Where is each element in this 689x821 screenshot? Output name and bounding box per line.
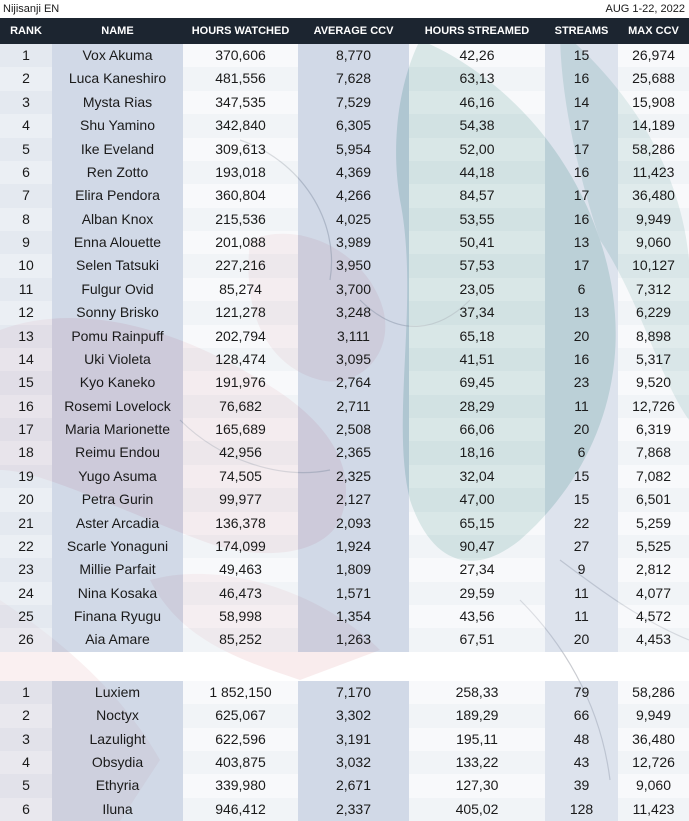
cell-name: Luxiem [52,681,183,704]
cell-hours-streamed: 18,16 [409,441,545,464]
cell-max-ccv: 7,868 [618,441,689,464]
cell-hours-streamed: 52,00 [409,138,545,161]
cell-hours-watched: 481,556 [183,67,298,90]
cell-max-ccv: 9,060 [618,774,689,797]
talent-row [0,465,689,488]
cell-average-ccv: 2,365 [298,441,409,464]
cell-streams: 11 [545,395,618,418]
cell-average-ccv: 3,095 [298,348,409,371]
talent-row [0,254,689,277]
cell-hours-streamed: 27,34 [409,558,545,581]
title-bar [0,0,689,18]
talents-table [0,44,689,652]
cell-hours-streamed: 84,57 [409,184,545,207]
header-rank: RANK [10,25,42,37]
cell-rank: 7 [0,184,52,207]
cell-name: Petra Gurin [52,488,183,511]
cell-max-ccv: 58,286 [618,138,689,161]
cell-average-ccv: 4,369 [298,161,409,184]
cell-average-ccv: 2,093 [298,512,409,535]
cell-rank: 2 [0,704,52,727]
cell-hours-streamed: 50,41 [409,231,545,254]
cell-average-ccv: 1,809 [298,558,409,581]
cell-streams: 9 [545,558,618,581]
groups-table [0,681,689,821]
cell-rank: 17 [0,418,52,441]
talent-row [0,161,689,184]
cell-rank: 18 [0,441,52,464]
cell-hours-streamed: 127,30 [409,774,545,797]
talent-row [0,301,689,324]
talent-row [0,418,689,441]
cell-hours-streamed: 133,22 [409,751,545,774]
talent-row [0,208,689,231]
cell-average-ccv: 3,989 [298,231,409,254]
talent-row [0,582,689,605]
cell-hours-watched: 360,804 [183,184,298,207]
group-row [0,751,689,774]
talent-row [0,371,689,394]
cell-streams: 27 [545,535,618,558]
cell-max-ccv: 4,077 [618,582,689,605]
header-hours-streamed: HOURS STREAMED [424,25,530,37]
cell-hours-streamed: 53,55 [409,208,545,231]
page-title: Nijisanji EN [3,3,60,15]
cell-rank: 3 [0,91,52,114]
cell-name: Enna Alouette [52,231,183,254]
cell-hours-streamed: 66,06 [409,418,545,441]
talent-row [0,441,689,464]
talent-row [0,67,689,90]
cell-streams: 20 [545,418,618,441]
cell-hours-watched: 309,613 [183,138,298,161]
cell-rank: 21 [0,512,52,535]
cell-rank: 20 [0,488,52,511]
cell-streams: 15 [545,465,618,488]
cell-hours-streamed: 32,04 [409,465,545,488]
cell-streams: 79 [545,681,618,704]
cell-hours-streamed: 28,29 [409,395,545,418]
cell-name: Yugo Asuma [52,465,183,488]
cell-max-ccv: 4,572 [618,605,689,628]
cell-max-ccv: 5,259 [618,512,689,535]
cell-rank: 1 [0,44,52,67]
cell-rank: 11 [0,278,52,301]
cell-streams: 11 [545,582,618,605]
cell-average-ccv: 3,248 [298,301,409,324]
cell-name: Obsydia [52,751,183,774]
cell-rank: 6 [0,161,52,184]
cell-hours-watched: 136,378 [183,512,298,535]
cell-hours-watched: 215,536 [183,208,298,231]
cell-hours-watched: 42,956 [183,441,298,464]
cell-max-ccv: 9,520 [618,371,689,394]
cell-average-ccv: 3,950 [298,254,409,277]
date-range: AUG 1-22, 2022 [605,3,685,15]
cell-hours-streamed: 405,02 [409,798,545,821]
cell-name: Reimu Endou [52,441,183,464]
header-streams: STREAMS [554,25,609,37]
cell-average-ccv: 2,711 [298,395,409,418]
cell-name: Lazulight [52,728,183,751]
cell-max-ccv: 5,317 [618,348,689,371]
cell-hours-streamed: 195,11 [409,728,545,751]
cell-hours-watched: 622,596 [183,728,298,751]
cell-rank: 22 [0,535,52,558]
cell-max-ccv: 6,229 [618,301,689,324]
cell-average-ccv: 6,305 [298,114,409,137]
cell-rank: 25 [0,605,52,628]
cell-streams: 128 [545,798,618,821]
cell-name: Iluna [52,798,183,821]
cell-name: Selen Tatsuki [52,254,183,277]
cell-average-ccv: 7,628 [298,67,409,90]
cell-name: Finana Ryugu [52,605,183,628]
cell-name: Aster Arcadia [52,512,183,535]
cell-streams: 13 [545,301,618,324]
cell-average-ccv: 3,032 [298,751,409,774]
cell-rank: 12 [0,301,52,324]
cell-max-ccv: 26,974 [618,44,689,67]
cell-hours-streamed: 41,51 [409,348,545,371]
cell-hours-streamed: 42,26 [409,44,545,67]
cell-name: Noctyx [52,704,183,727]
cell-max-ccv: 36,480 [618,728,689,751]
cell-streams: 17 [545,184,618,207]
cell-average-ccv: 1,571 [298,582,409,605]
talent-row [0,512,689,535]
cell-max-ccv: 6,501 [618,488,689,511]
cell-name: Mysta Rias [52,91,183,114]
cell-name: Maria Marionette [52,418,183,441]
header-max-ccv: MAX CCV [628,25,679,37]
cell-streams: 66 [545,704,618,727]
cell-rank: 19 [0,465,52,488]
talent-row [0,278,689,301]
cell-max-ccv: 14,189 [618,114,689,137]
cell-name: Ethyria [52,774,183,797]
cell-name: Rosemi Lovelock [52,395,183,418]
cell-rank: 8 [0,208,52,231]
cell-hours-streamed: 46,16 [409,91,545,114]
cell-streams: 16 [545,208,618,231]
cell-rank: 2 [0,67,52,90]
cell-hours-streamed: 47,00 [409,488,545,511]
cell-average-ccv: 1,354 [298,605,409,628]
cell-name: Alban Knox [52,208,183,231]
cell-hours-watched: 49,463 [183,558,298,581]
cell-max-ccv: 36,480 [618,184,689,207]
cell-hours-watched: 370,606 [183,44,298,67]
cell-hours-streamed: 65,18 [409,325,545,348]
cell-hours-watched: 403,875 [183,751,298,774]
cell-rank: 15 [0,371,52,394]
talent-row [0,348,689,371]
cell-average-ccv: 1,924 [298,535,409,558]
cell-average-ccv: 2,337 [298,798,409,821]
cell-streams: 48 [545,728,618,751]
cell-streams: 20 [545,628,618,651]
cell-name: Nina Kosaka [52,582,183,605]
cell-name: Aia Amare [52,628,183,651]
cell-max-ccv: 11,423 [618,161,689,184]
cell-hours-streamed: 43,56 [409,605,545,628]
cell-hours-watched: 339,980 [183,774,298,797]
talent-row [0,558,689,581]
cell-max-ccv: 58,286 [618,681,689,704]
cell-streams: 13 [545,231,618,254]
cell-hours-streamed: 29,59 [409,582,545,605]
cell-hours-streamed: 258,33 [409,681,545,704]
talent-row [0,231,689,254]
cell-name: Kyo Kaneko [52,371,183,394]
cell-rank: 4 [0,114,52,137]
cell-streams: 6 [545,441,618,464]
talent-row [0,44,689,67]
cell-average-ccv: 8,770 [298,44,409,67]
cell-name: Vox Akuma [52,44,183,67]
cell-streams: 6 [545,278,618,301]
cell-max-ccv: 9,949 [618,704,689,727]
cell-rank: 9 [0,231,52,254]
cell-streams: 15 [545,488,618,511]
cell-average-ccv: 7,170 [298,681,409,704]
talent-row [0,488,689,511]
cell-hours-watched: 193,018 [183,161,298,184]
cell-average-ccv: 2,127 [298,488,409,511]
cell-max-ccv: 4,453 [618,628,689,651]
cell-hours-watched: 46,473 [183,582,298,605]
cell-hours-streamed: 23,05 [409,278,545,301]
cell-hours-streamed: 44,18 [409,161,545,184]
cell-rank: 23 [0,558,52,581]
group-row [0,798,689,821]
talent-row [0,628,689,651]
cell-average-ccv: 2,325 [298,465,409,488]
cell-hours-watched: 227,216 [183,254,298,277]
cell-max-ccv: 9,949 [618,208,689,231]
header-name: NAME [101,25,134,37]
cell-max-ccv: 25,688 [618,67,689,90]
cell-average-ccv: 2,508 [298,418,409,441]
cell-average-ccv: 4,025 [298,208,409,231]
cell-hours-streamed: 69,45 [409,371,545,394]
cell-rank: 4 [0,751,52,774]
cell-hours-streamed: 54,38 [409,114,545,137]
cell-streams: 39 [545,774,618,797]
talent-row [0,535,689,558]
cell-hours-watched: 128,474 [183,348,298,371]
cell-average-ccv: 3,191 [298,728,409,751]
cell-streams: 17 [545,254,618,277]
cell-streams: 11 [545,605,618,628]
cell-max-ccv: 7,312 [618,278,689,301]
cell-hours-watched: 201,088 [183,231,298,254]
cell-streams: 16 [545,67,618,90]
cell-name: Fulgur Ovid [52,278,183,301]
cell-hours-watched: 58,998 [183,605,298,628]
cell-average-ccv: 3,111 [298,325,409,348]
cell-rank: 16 [0,395,52,418]
cell-average-ccv: 2,764 [298,371,409,394]
cell-average-ccv: 2,671 [298,774,409,797]
group-row [0,704,689,727]
cell-hours-watched: 85,252 [183,628,298,651]
group-row [0,681,689,704]
cell-streams: 16 [545,348,618,371]
cell-rank: 14 [0,348,52,371]
cell-hours-watched: 174,099 [183,535,298,558]
cell-hours-streamed: 189,29 [409,704,545,727]
cell-hours-watched: 1 852,150 [183,681,298,704]
cell-max-ccv: 6,319 [618,418,689,441]
cell-rank: 5 [0,774,52,797]
cell-max-ccv: 12,726 [618,395,689,418]
group-row [0,728,689,751]
cell-name: Elira Pendora [52,184,183,207]
cell-max-ccv: 12,726 [618,751,689,774]
cell-hours-watched: 946,412 [183,798,298,821]
cell-name: Scarle Yonaguni [52,535,183,558]
cell-average-ccv: 7,529 [298,91,409,114]
talent-row [0,91,689,114]
cell-max-ccv: 8,898 [618,325,689,348]
cell-hours-watched: 99,977 [183,488,298,511]
cell-name: Ike Eveland [52,138,183,161]
cell-rank: 10 [0,254,52,277]
cell-average-ccv: 3,302 [298,704,409,727]
cell-average-ccv: 5,954 [298,138,409,161]
cell-name: Shu Yamino [52,114,183,137]
cell-hours-watched: 191,976 [183,371,298,394]
cell-rank: 3 [0,728,52,751]
cell-name: Millie Parfait [52,558,183,581]
cell-max-ccv: 10,127 [618,254,689,277]
cell-hours-streamed: 90,47 [409,535,545,558]
cell-hours-streamed: 37,34 [409,301,545,324]
cell-hours-watched: 85,274 [183,278,298,301]
cell-name: Luca Kaneshiro [52,67,183,90]
cell-hours-watched: 347,535 [183,91,298,114]
talent-row [0,325,689,348]
cell-streams: 14 [545,91,618,114]
cell-hours-streamed: 67,51 [409,628,545,651]
cell-hours-watched: 165,689 [183,418,298,441]
cell-name: Ren Zotto [52,161,183,184]
header-average-ccv: AVERAGE CCV [313,25,394,37]
talent-row [0,184,689,207]
cell-hours-watched: 625,067 [183,704,298,727]
table-header [0,18,689,44]
cell-hours-watched: 74,505 [183,465,298,488]
header-hours-watched: HOURS WATCHED [191,25,290,37]
cell-average-ccv: 1,263 [298,628,409,651]
cell-name: Sonny Brisko [52,301,183,324]
cell-hours-watched: 342,840 [183,114,298,137]
cell-hours-watched: 202,794 [183,325,298,348]
cell-max-ccv: 11,423 [618,798,689,821]
talent-row [0,114,689,137]
group-row [0,774,689,797]
cell-max-ccv: 15,908 [618,91,689,114]
cell-rank: 6 [0,798,52,821]
talent-row [0,138,689,161]
cell-rank: 24 [0,582,52,605]
cell-rank: 26 [0,628,52,651]
cell-max-ccv: 2,812 [618,558,689,581]
cell-hours-streamed: 63,13 [409,67,545,90]
cell-rank: 5 [0,138,52,161]
cell-rank: 13 [0,325,52,348]
cell-streams: 17 [545,138,618,161]
cell-hours-streamed: 65,15 [409,512,545,535]
cell-streams: 22 [545,512,618,535]
talent-row [0,605,689,628]
cell-rank: 1 [0,681,52,704]
cell-streams: 15 [545,44,618,67]
cell-streams: 43 [545,751,618,774]
cell-average-ccv: 3,700 [298,278,409,301]
cell-average-ccv: 4,266 [298,184,409,207]
cell-max-ccv: 9,060 [618,231,689,254]
cell-hours-watched: 76,682 [183,395,298,418]
cell-max-ccv: 5,525 [618,535,689,558]
talent-row [0,395,689,418]
cell-streams: 23 [545,371,618,394]
cell-hours-watched: 121,278 [183,301,298,324]
cell-name: Pomu Rainpuff [52,325,183,348]
cell-max-ccv: 7,082 [618,465,689,488]
cell-name: Uki Violeta [52,348,183,371]
cell-streams: 17 [545,114,618,137]
cell-streams: 16 [545,161,618,184]
cell-streams: 20 [545,325,618,348]
cell-hours-streamed: 57,53 [409,254,545,277]
